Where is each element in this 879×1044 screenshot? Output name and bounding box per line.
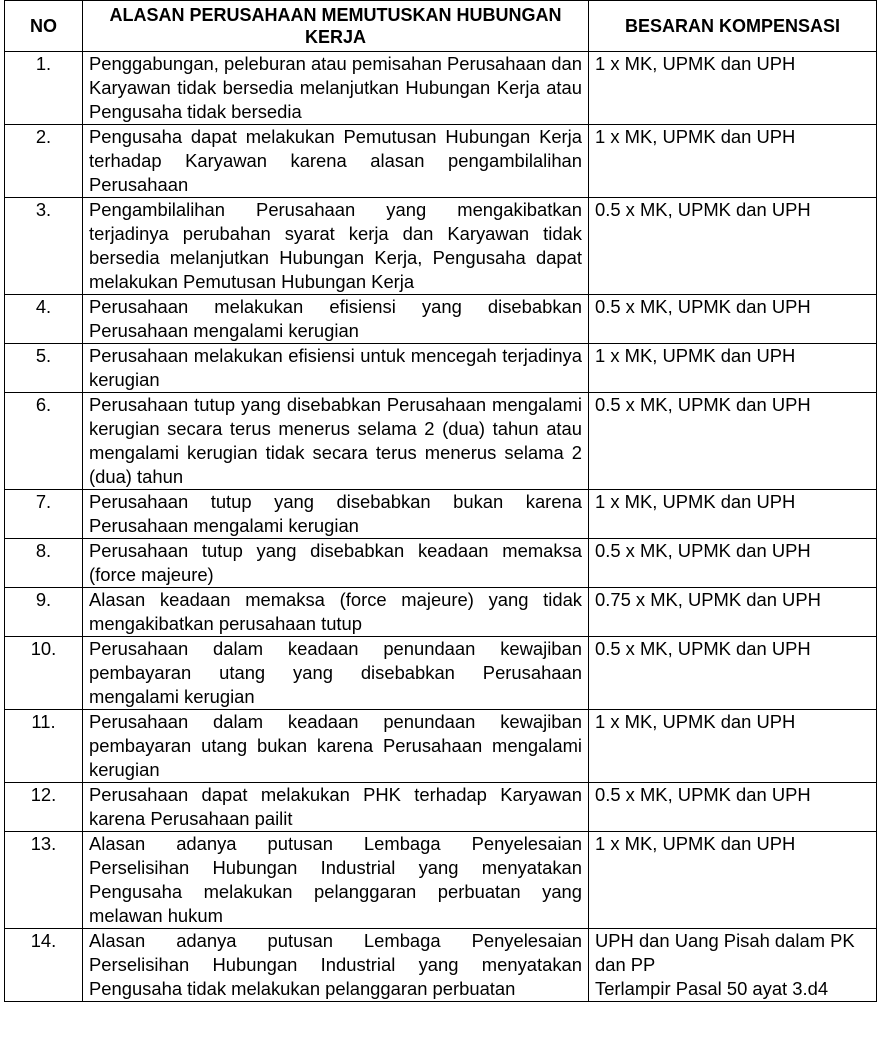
row-reason: Perusahaan tutup yang disebabkan keadaan memaksa (force majeure) bbox=[83, 539, 589, 588]
table-row bbox=[5, 783, 877, 832]
header-reason: ALASAN PERUSAHAAN MEMUTUSKAN HUBUNGAN KERJA bbox=[83, 1, 589, 52]
row-compensation: 0.5 x MK, UPMK dan UPH bbox=[589, 783, 877, 832]
row-number: 12. bbox=[5, 783, 83, 832]
table-row bbox=[5, 539, 877, 588]
row-compensation-note: Terlampir Pasal 50 ayat 3.d4 bbox=[595, 978, 829, 999]
header-row bbox=[5, 1, 877, 52]
row-number: 9. bbox=[5, 588, 83, 637]
row-reason: Alasan keadaan memaksa (force majeure) yang tidak mengakibatkan perusahaan tutup bbox=[83, 588, 589, 637]
row-reason: Alasan adanya putusan Lembaga Penyelesaian Perselisihan Hubungan Industrial yang menyatakan Pengusaha tidak melakukan pelanggaran perbuatan bbox=[83, 929, 589, 1002]
row-compensation: 0.5 x MK, UPMK dan UPH bbox=[589, 393, 877, 490]
table-row bbox=[5, 588, 877, 637]
table-row bbox=[5, 710, 877, 783]
row-reason: Pengusaha dapat melakukan Pemutusan Hubungan Kerja terhadap Karyawan karena alasan pengambilalihan Perusahaan bbox=[83, 125, 589, 198]
table-header bbox=[5, 1, 877, 52]
row-number: 14. bbox=[5, 929, 83, 1002]
row-number: 13. bbox=[5, 832, 83, 929]
row-reason: Perusahaan melakukan efisiensi untuk mencegah terjadinya kerugian bbox=[83, 344, 589, 393]
row-number: 11. bbox=[5, 710, 83, 783]
row-compensation: 1 x MK, UPMK dan UPH bbox=[589, 52, 877, 125]
row-compensation: 1 x MK, UPMK dan UPH bbox=[589, 710, 877, 783]
table-row bbox=[5, 198, 877, 295]
table-row bbox=[5, 929, 877, 1002]
row-compensation: 1 x MK, UPMK dan UPH bbox=[589, 832, 877, 929]
row-compensation: 0.5 x MK, UPMK dan UPH bbox=[589, 295, 877, 344]
row-compensation: UPH dan Uang Pisah dalam PK dan PP bbox=[595, 930, 855, 975]
row-reason: Penggabungan, peleburan atau pemisahan Perusahaan dan Karyawan tidak bersedia melanjutkan Hubungan Kerja atau Pengusaha tidak bersedia bbox=[83, 52, 589, 125]
table-body bbox=[5, 52, 877, 1002]
table-row bbox=[5, 637, 877, 710]
row-compensation: 0.75 x MK, UPMK dan UPH bbox=[589, 588, 877, 637]
row-reason: Pengambilalihan Perusahaan yang mengakibatkan terjadinya perubahan syarat kerja dan Karyawan tidak bersedia melanjutkan Hubungan Kerja, Pengusaha dapat melakukan Pemutusan Hubungan Kerja bbox=[83, 198, 589, 295]
row-reason: Perusahaan tutup yang disebabkan Perusahaan mengalami kerugian secara terus menerus selama 2 (dua) tahun atau mengalami kerugian tidak secara terus menerus selama 2 (dua) tahun bbox=[83, 393, 589, 490]
row-reason: Perusahaan dapat melakukan PHK terhadap Karyawan karena Perusahaan pailit bbox=[83, 783, 589, 832]
row-compensation: 1 x MK, UPMK dan UPH bbox=[589, 344, 877, 393]
row-number: 7. bbox=[5, 490, 83, 539]
row-reason: Perusahaan melakukan efisiensi yang disebabkan Perusahaan mengalami kerugian bbox=[83, 295, 589, 344]
row-reason: Alasan adanya putusan Lembaga Penyelesaian Perselisihan Hubungan Industrial yang menyatakan Pengusaha melakukan pelanggaran perbuatan yang melawan hukum bbox=[83, 832, 589, 929]
row-reason: Perusahaan dalam keadaan penundaan kewajiban pembayaran utang yang disebabkan Perusahaan mengalami kerugian bbox=[83, 637, 589, 710]
table-row bbox=[5, 344, 877, 393]
row-reason: Perusahaan tutup yang disebabkan bukan karena Perusahaan mengalami kerugian bbox=[83, 490, 589, 539]
table-row bbox=[5, 52, 877, 125]
row-compensation: 0.5 x MK, UPMK dan UPH bbox=[589, 637, 877, 710]
row-compensation-cell bbox=[589, 929, 877, 1002]
table-row bbox=[5, 393, 877, 490]
row-number: 6. bbox=[5, 393, 83, 490]
row-compensation: 1 x MK, UPMK dan UPH bbox=[589, 125, 877, 198]
row-number: 1. bbox=[5, 52, 83, 125]
row-number: 3. bbox=[5, 198, 83, 295]
header-no: NO bbox=[5, 1, 83, 52]
row-number: 5. bbox=[5, 344, 83, 393]
row-reason: Perusahaan dalam keadaan penundaan kewajiban pembayaran utang bukan karena Perusahaan mengalami kerugian bbox=[83, 710, 589, 783]
row-number: 2. bbox=[5, 125, 83, 198]
row-compensation: 0.5 x MK, UPMK dan UPH bbox=[589, 539, 877, 588]
header-compensation: BESARAN KOMPENSASI bbox=[589, 1, 877, 52]
table-row bbox=[5, 490, 877, 539]
row-number: 4. bbox=[5, 295, 83, 344]
table-row bbox=[5, 125, 877, 198]
row-number: 8. bbox=[5, 539, 83, 588]
table-row bbox=[5, 832, 877, 929]
row-compensation: 1 x MK, UPMK dan UPH bbox=[589, 490, 877, 539]
compensation-table bbox=[4, 0, 877, 1002]
row-compensation: 0.5 x MK, UPMK dan UPH bbox=[589, 198, 877, 295]
table-row bbox=[5, 295, 877, 344]
row-number: 10. bbox=[5, 637, 83, 710]
